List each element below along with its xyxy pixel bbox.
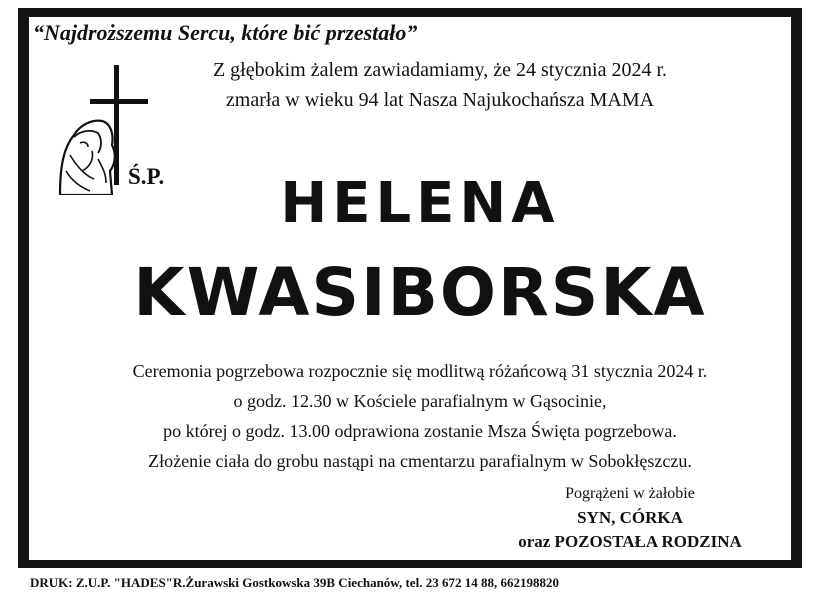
mourners-lead: Pogrążeni w żałobie — [565, 485, 695, 502]
funeral-details — [40, 356, 800, 476]
deceased-first-name: HELENA — [280, 171, 560, 236]
funeral-details-line-3: po której o godz. 13.00 odprawiona zostanie Msza Święta pogrzebowa. — [163, 421, 677, 441]
funeral-details-line-1: Ceremonia pogrzebowa rozpocznie się modlitwą różańcową 31 stycznia 2024 r. — [132, 361, 708, 381]
funeral-details-line-4: Złożenie ciała do grobu nastąpi na cmentarzu parafialnym w Sobokłęszczu. — [148, 451, 692, 471]
printer-footer: DRUK: Z.U.P. "HADES"R.Żurawski Gostkowska 39B Ciechanów, tel. 23 672 14 88, 662198820 — [30, 575, 559, 590]
mourners-line-2: oraz POZOSTAŁA RODZINA — [518, 532, 742, 551]
mourners-line-1: SYN, CÓRKA — [577, 508, 683, 527]
announcement-line-1: Z głębokim żalem zawiadamiamy, że 24 stycznia 2024 r. — [212, 59, 668, 81]
announcement-text — [160, 55, 720, 115]
dedication-quote: “Najdroższemu Sercu, które bić przestało” — [33, 20, 418, 45]
deceased-last-name: KWASIBORSKA — [133, 254, 707, 331]
mourners-signature — [470, 482, 790, 554]
honorific-label: Ś.P. — [128, 164, 165, 189]
announcement-line-2: zmarła w wieku 94 lat Nasza Najukochańsza MAMA — [225, 89, 655, 111]
funeral-details-line-2: o godz. 12.30 w Kościele parafialnym w Gąsocinie, — [233, 391, 607, 411]
